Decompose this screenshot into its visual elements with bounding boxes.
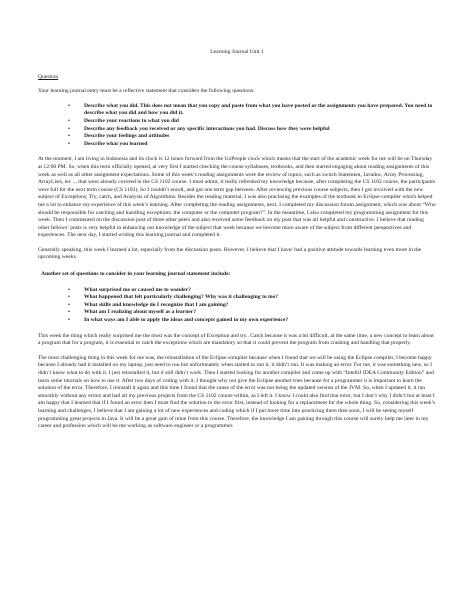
intro-paragraph: Your learning journal entry must be a reflective statement that considers the following questions: xyxy=(38,88,255,95)
list-item-text: Describe your reactions to what you did xyxy=(84,117,179,124)
question-label: Question xyxy=(38,73,59,80)
list-item xyxy=(68,286,436,295)
bullet-icon: • xyxy=(68,301,70,308)
bullet-icon: • xyxy=(68,133,70,140)
body-paragraph-4: The most challenging thing in this week for me was, the reinstallation of the Eclipse compiler because when I found that we will be using the Eclipse compiler, I become happy because I already had it installed on my laptop, just need to run but unfortunately when started to run it, it didn’t run. It was making an error. For me, it was something new, so I didn’t know what to do with it. I just reinstalled it, but it still didn’t work. Then I started looking for another compiler and come up with “IntelliJ IDEA Community Edition” and learn some tutorials on how to use it. After two days of coding with it, I thought why not give the Eclipse another tries because for a programmer it is important to learn the solution of the error. Therefore, I reinstall it again and this time I found that the cause of the error was not being the updated version of the JVM. So, when I updated it, it ran smoothly without any errors and had all my previous projects from the CS 1102 course within, as I left it. I know I could also find that error, but I don’t why I didn’t but at least I am happy that I learned that if I found an error then I must find the solution to the error first, instead of looking for a replacement for the whole thing. So, considering this week’s learning and challenges, I believe that I am gaining a lot of new experiences and coding which if I put more time into practicing them then soon, I will be seeing myself programming great projects in Java. It will be a great gain of mine from this course. Therefore, the knowledge I am gaining through this course will surely help me later in my career and profession which will be me working as software engineer or a programmer. xyxy=(38,354,436,430)
list-item-text: What happened that felt particularly challenging? Why was it challenging to me? xyxy=(84,294,278,301)
bullet-icon: • xyxy=(68,125,70,132)
bullet-icon: • xyxy=(68,294,70,301)
list-item-text: What skills and knowledge do I recognize that I am gaining? xyxy=(84,301,229,308)
list-item-text: Describe your feelings and attitudes xyxy=(84,133,170,140)
list-item xyxy=(68,317,436,325)
list-item xyxy=(68,117,436,126)
list-item-text: Describe what you did. This does not mean that you copy and paste from what you have posted or the assignments you have prepared. You need to describe what you did and how you did it. xyxy=(84,102,433,117)
section-subheading: Another set of questions to consider in your learning journal statement include: xyxy=(41,271,231,278)
list-item-text: Describe what you learned xyxy=(84,140,148,147)
list-item xyxy=(68,301,436,310)
bullet-icon: • xyxy=(68,117,70,124)
list-item xyxy=(68,133,436,141)
bullet-icon: • xyxy=(68,140,70,147)
list-item xyxy=(68,102,436,118)
list-item xyxy=(68,140,436,149)
list-item xyxy=(68,309,436,317)
list-item-text: In what ways am I able to apply the ideas and concepts gained to my own experience? xyxy=(84,317,289,324)
list-item-text: What am I realizing about myself as a learner? xyxy=(84,309,197,316)
list-item-text: Describe any feedback you received or any specific interactions you had. Discuss how they were helpful xyxy=(84,125,330,132)
body-paragraph-1: At the moment, I am living in Indonesia and its clock is 12 hours forward from the UoPeople clock which means that the start of the academic week for me will be on Thursday at 12:00 PM. So, when this term officially opened, at very first I started checking the course syllabuses, textbooks, and then started engaging about reading assignments of this week as well as all other assignment expectations. Some of this week’s reading assignments were the review of topics, such as switch Statement, Javadoc, Array Processing, ArrayLists, etc .., that were already covered in the CS 1102 course. I must admit, it really refreshed my knowledge because, after completing the CS 1102 course, the participants were full for the next term course (CS 1103), So I couldn’t enroll, and got one term gap between. After reviewing previous course subjects, then I got involved with the new subject of Exceptions, Try, catch, and Analysis of Algorithms. Besides the reading material, I was also practising the examples of the textbook in Eclipse compiler which helped me a lot to enhance my experience of this week’s learning. After completing the reading assignments, next, I completed my discussion forum assignment, which was about “Who should be responsible for catching and handling exceptions: the computer or the computer program?”. In the meantime, I also completed my programming assignment for this week. Then I commented on the discussion post of three other peers and also received some feedback on my post that was all helpful and constructive. I believe that reading other fellows’ posts is very helpful in enhancing our knowledge of the subject that week because we become more aware of the subject from different perspectives and experiences. The next day, I started writing this learning journal and completed it. xyxy=(38,156,436,239)
question-list-2 xyxy=(38,287,436,325)
document-title: Learning Journal Unit 1 xyxy=(210,49,264,55)
bullet-icon: • xyxy=(68,286,70,293)
question-list-1 xyxy=(38,103,436,149)
bullet-icon: • xyxy=(68,309,70,316)
list-item xyxy=(68,125,436,134)
bullet-icon: • xyxy=(68,317,70,324)
list-item xyxy=(68,294,436,302)
body-paragraph-2: Generally speaking, this week I learned a lot, especially from the discussion posts. However, I believe that I have/ had a positive attitude towards learning even more in the upcoming weeks. xyxy=(38,246,422,261)
list-item-text: What surprised me or caused me to wonder? xyxy=(84,286,191,293)
body-paragraph-3: This week the thing which really surprised me the most was the concept of Exception and try.. Catch because it was a bit difficult, at the same time, a new concept to learn about a program that for a program, it is essential to catch the exceptions which are mandatory so that it could prevent the program from crashing and handling that properly. xyxy=(38,332,434,347)
bullet-icon: • xyxy=(68,102,70,109)
